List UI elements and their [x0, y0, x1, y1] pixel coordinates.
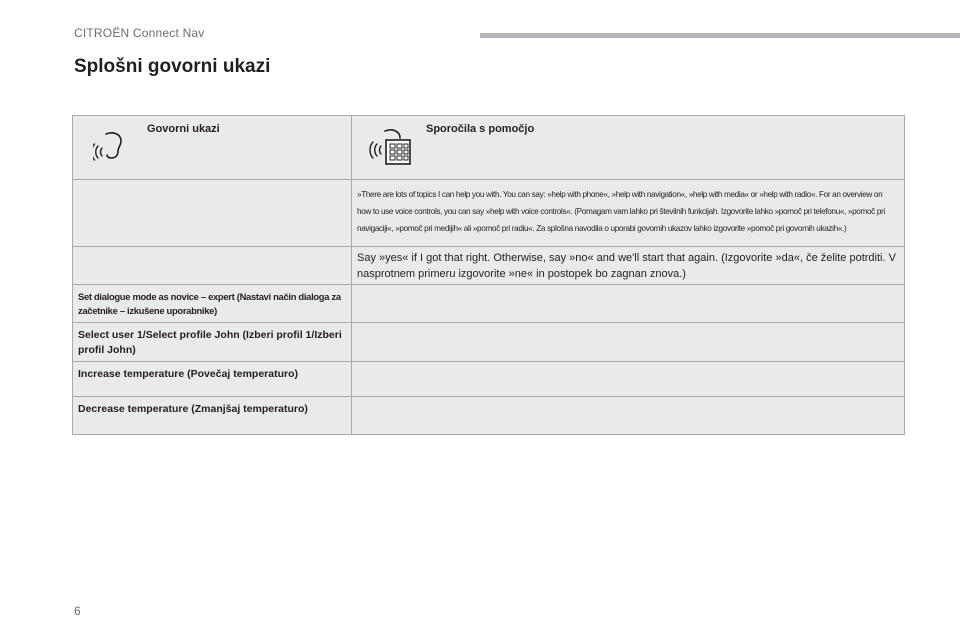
- command-text: [73, 247, 351, 255]
- command-text: [73, 180, 351, 188]
- command-text: Select user 1/Select profile John (Izberi profil 1/Izberi profil John): [78, 329, 342, 356]
- help-cell: [352, 362, 905, 397]
- voice-help-messages-icon: [368, 126, 414, 168]
- help-message-text: [352, 397, 904, 402]
- help-cell: [352, 247, 905, 285]
- table-row: [73, 180, 905, 247]
- manual-header-title: CITROËN Connect Nav: [74, 26, 205, 40]
- command-cell: [73, 323, 352, 362]
- command-text: Increase temperature (Povečaj temperaturo): [78, 368, 299, 380]
- help-message-text: [352, 285, 904, 290]
- help-message-text: Say »yes« if I got that right. Otherwise, say »no« and we'll start that again. (Izgovorite »da«, če želite potrditi. V nasprotnem primeru izgovorite »ne« in postopek bo zagnan znova.): [357, 252, 896, 280]
- header-divider-bar: [480, 33, 960, 38]
- table-row: [73, 362, 905, 397]
- help-message-text: »There are lots of topics I can help you with. You can say: »help with phone«, »help with navigation«, »help with media« or »help with radio«. For an overview on how to use voice controls, you can say »help with voice controls«. (Pomagam vam lahko pri številnih funkcijah. Izgovorite lahko »pomoč pri telefonu«, »pomoč pri navigaciji«, »pomoč pri medijih« ali »pomoč pri radiu«. Za splošna navodila o uporabi govornih ukazov lahko izgovorite »pomoč pri govornih ukazih«.): [357, 190, 885, 233]
- column-label-voice-commands: Govorni ukazi: [147, 123, 220, 135]
- table-row: [73, 285, 905, 323]
- help-cell: [352, 323, 905, 362]
- help-cell: [352, 397, 905, 435]
- column-header-help-messages: [352, 116, 905, 180]
- column-header-voice-commands: [73, 116, 352, 180]
- page-title: Splošni govorni ukazi: [74, 56, 271, 77]
- command-cell: [73, 397, 352, 435]
- table-row: [73, 247, 905, 285]
- help-cell: [352, 285, 905, 323]
- help-cell: [352, 180, 905, 247]
- command-cell: [73, 180, 352, 247]
- voice-commands-table: [72, 115, 905, 435]
- command-cell: [73, 362, 352, 397]
- page-number: 6: [74, 604, 81, 618]
- help-message-text: [352, 323, 904, 328]
- command-cell: [73, 247, 352, 285]
- table-row: [73, 323, 905, 362]
- table-header-row: [73, 116, 905, 180]
- command-text: Set dialogue mode as novice – expert (Nastavi način dialoga za začetnike – izkušene uporabnike): [78, 291, 341, 316]
- command-text: Decrease temperature (Zmanjšaj temperaturo): [78, 403, 308, 415]
- voice-command-icon: [93, 128, 127, 164]
- help-message-text: [352, 362, 904, 367]
- column-label-help-messages: Sporočila s pomočjo: [426, 123, 535, 135]
- command-cell: [73, 285, 352, 323]
- table-row: [73, 397, 905, 435]
